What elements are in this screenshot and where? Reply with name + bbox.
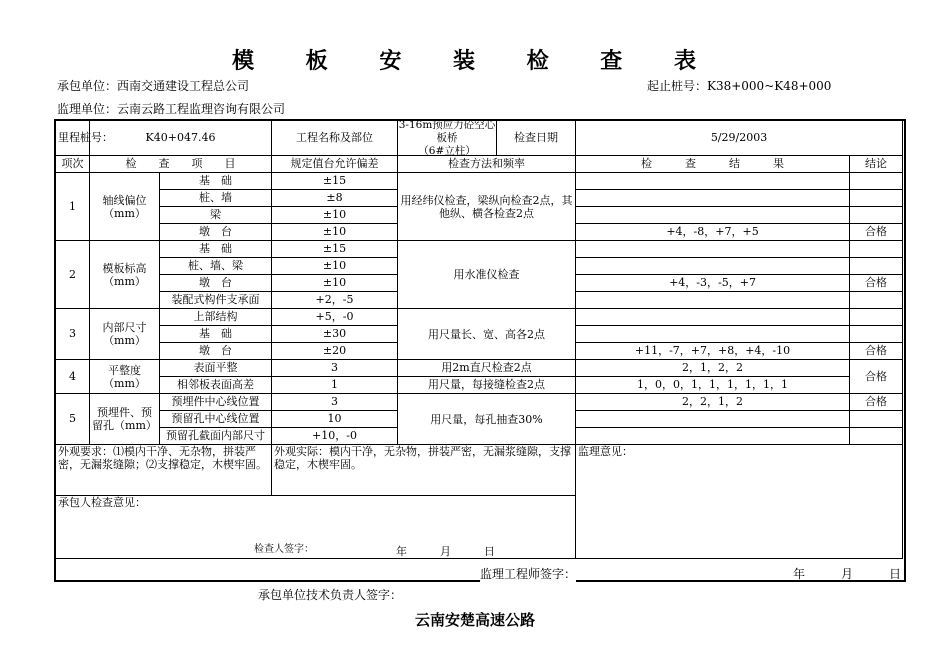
sub-item: 墩 台 [160, 343, 272, 360]
tolerance: ±10 [272, 224, 398, 241]
item-name: 模板标高（mm） [90, 241, 160, 309]
item-no: 4 [56, 360, 90, 394]
footer-project-name: 云南安楚高速公路 [414, 611, 535, 629]
conclusion [850, 309, 903, 326]
stake-value: K40+047.46 [90, 121, 272, 156]
tolerance: ±10 [272, 258, 398, 275]
conclusion [850, 241, 903, 258]
item-no: 3 [56, 309, 90, 360]
tolerance: ±10 [272, 207, 398, 224]
project-value [398, 118, 497, 157]
date-value: 5/29/2003 [576, 121, 903, 156]
tolerance: ±15 [272, 241, 398, 258]
stake-range: 起止桩号：K38+000~K48+000 [647, 79, 832, 93]
conclusion: 合格 [850, 343, 903, 360]
method: 用经纬仪检查，梁纵向检查2点，其他纵、横各检查2点 [398, 173, 576, 241]
result: +11，-7，+7，+8，+4，-10 [576, 343, 850, 360]
result: 2，2，1，2 [576, 394, 850, 411]
contractor-opinion [56, 496, 576, 559]
conclusion [850, 411, 903, 428]
table-row [56, 394, 903, 411]
tolerance: ±10 [272, 275, 398, 292]
result [576, 326, 850, 343]
tolerance: 3 [272, 394, 398, 411]
method: 用尺量，每孔抽查30% [398, 394, 576, 445]
sub-item: 基 础 [160, 326, 272, 343]
conclusion [850, 207, 903, 224]
method: 用尺量，每接缝检查2点 [398, 377, 576, 394]
conclusion [850, 258, 903, 275]
table-row [56, 360, 903, 377]
sub-item: 墩 台 [160, 224, 272, 241]
result [576, 190, 850, 207]
method: 用水准仪检查 [398, 241, 576, 309]
sub-item: 相邻板表面高差 [160, 377, 272, 394]
project-label: 工程名称及部位 [272, 121, 398, 156]
method: 用尺量长、宽、高各2点 [398, 309, 576, 360]
tolerance: +10，-0 [272, 428, 398, 445]
result [576, 173, 850, 190]
conclusion [850, 190, 903, 207]
tolerance: ±8 [272, 190, 398, 207]
conclusion: 合格 [850, 224, 903, 241]
column-header-row [56, 156, 903, 173]
date-line-2: 年 月 日 [793, 567, 902, 581]
inspector-sign: 检查人签字： [254, 544, 314, 555]
date-label: 检查日期 [514, 131, 559, 144]
project-value-line1: 3-16m预应力砼空心板桥 [398, 118, 496, 144]
tolerance: ±15 [272, 173, 398, 190]
inspection-table [55, 120, 903, 559]
info-row [56, 121, 903, 156]
contractor-unit: 承包单位：西南交通建设工程总公司 [57, 79, 250, 93]
project-value-line2: （6#立柱） [418, 144, 476, 157]
appearance-actual: 外观实际：模内干净，无杂物，拼装严密，无漏浆缝隙，支撑稳定，木楔牢固。 [272, 445, 576, 496]
result [576, 411, 850, 428]
tolerance: +2，-5 [272, 292, 398, 309]
date-line-1: 年 月 日 [396, 545, 495, 558]
result [576, 292, 850, 309]
conclusion [850, 292, 903, 309]
sub-item: 预埋件中心线位置 [160, 394, 272, 411]
sub-item: 装配式构件支承面 [160, 292, 272, 309]
item-no: 1 [56, 173, 90, 241]
col-item: 检 查 项 目 [90, 156, 272, 173]
conclusion: 合格 [850, 394, 903, 411]
tolerance: ±20 [272, 343, 398, 360]
conclusion [850, 173, 903, 190]
result [576, 309, 850, 326]
page-title: 模 板 安 装 检 查 表 [232, 49, 718, 74]
method: 用2m直尺检查2点 [398, 360, 576, 377]
tolerance: 1 [272, 377, 398, 394]
item-no: 2 [56, 241, 90, 309]
project-date-cell [398, 118, 576, 157]
item-name: 预埋件、预留孔（mm） [90, 394, 160, 445]
result: 2，1，2，2 [576, 360, 850, 377]
item-name: 内部尺寸（mm） [90, 309, 160, 360]
sub-item: 预留孔截面内部尺寸 [160, 428, 272, 445]
conclusion: 合格 [850, 275, 903, 292]
appearance-row [56, 445, 903, 496]
sub-item: 基 础 [160, 241, 272, 258]
tolerance: ±30 [272, 326, 398, 343]
stake-label: 里程桩号： [56, 121, 90, 156]
sub-item: 桩、墙 [160, 190, 272, 207]
engineer-sign: 监理工程师签字： [480, 567, 577, 581]
table-row [56, 241, 903, 258]
tolerance: 3 [272, 360, 398, 377]
result: +4，-3，-5，+7 [576, 275, 850, 292]
sub-item: 墩 台 [160, 275, 272, 292]
table-row [56, 377, 903, 394]
supervisor-opinion: 监理意见： [576, 445, 903, 559]
tolerance: 10 [272, 411, 398, 428]
tolerance: +5，-0 [272, 309, 398, 326]
result [576, 258, 850, 275]
result: +4，-8，+7，+5 [576, 224, 850, 241]
sub-item: 上部结构 [160, 309, 272, 326]
conclusion [850, 326, 903, 343]
result [576, 241, 850, 258]
col-result: 检 查 结 果 [576, 156, 850, 173]
item-name: 轴线偏位（mm） [90, 173, 160, 241]
conclusion: 合格 [850, 360, 903, 394]
supervisor-unit: 监理单位：云南云路工程监理咨询有限公司 [57, 102, 286, 116]
col-tolerance: 规定值台允许偏差 [272, 156, 398, 173]
sub-item: 预留孔中心线位置 [160, 411, 272, 428]
sub-item: 基 础 [160, 173, 272, 190]
item-name: 平整度（mm） [90, 360, 160, 394]
appearance-requirement: 外观要求：⑴模内干净、无杂物，拼装严密，无漏浆缝隙；⑵支撑稳定，木楔牢固。 [56, 445, 272, 496]
sub-item: 桩、墙、梁 [160, 258, 272, 275]
table-row [56, 309, 903, 326]
contractor-opinion-label: 承包人检查意见： [58, 496, 146, 509]
table-row [56, 173, 903, 190]
col-conclusion: 结论 [850, 156, 903, 173]
col-method: 检查方法和频率 [398, 156, 576, 173]
tech-lead-sign: 承包单位技术负责人签字： [258, 588, 403, 602]
col-no: 项次 [56, 156, 90, 173]
result: 1，0，0，1，1，1，1，1，1 [576, 377, 850, 394]
conclusion [850, 428, 903, 445]
result [576, 428, 850, 445]
item-no: 5 [56, 394, 90, 445]
sub-item: 梁 [160, 207, 272, 224]
sub-item: 表面平整 [160, 360, 272, 377]
result [576, 207, 850, 224]
